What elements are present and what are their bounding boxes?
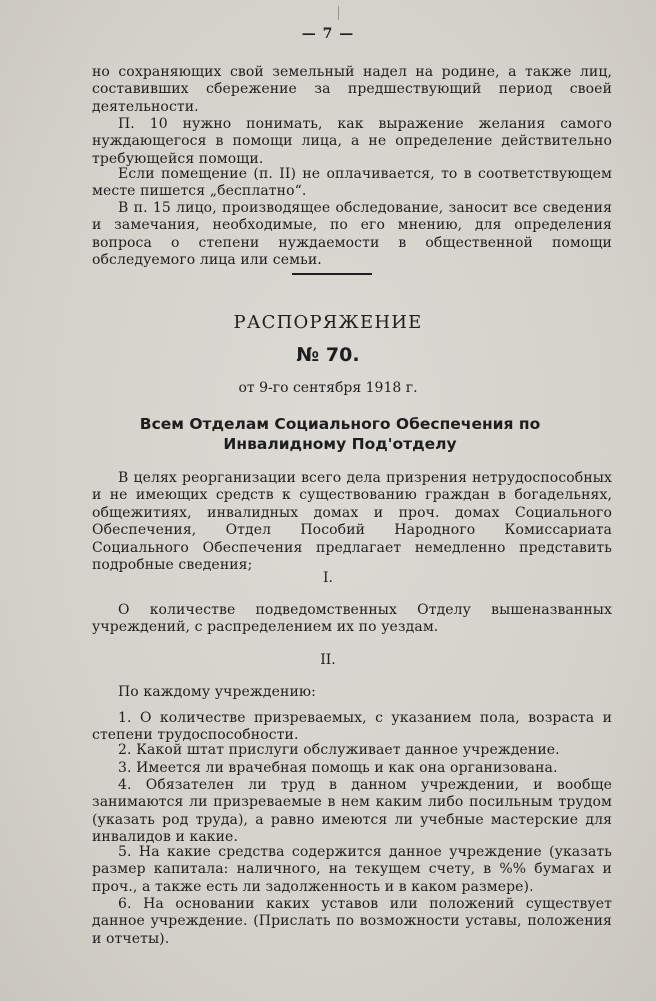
list-item: 6. На основании каких уставов или положений существует данное учреждение. (Прислать по возможности уставы, положения и отчеты). xyxy=(92,896,612,947)
list-item: 3. Имеется ли врачебная помощь и как она организована. xyxy=(118,760,558,776)
intro-paragraph-1: но сохраняющих свой земельный надел на родине, а также лиц, составивших сбережение за предшествующий период своей деятельности. xyxy=(92,64,612,115)
section-1-text: О количестве подведомственных Отделу вышеназванных учреждений, с распределением их по уездам. xyxy=(92,602,612,636)
page-number: — 7 — xyxy=(301,26,355,42)
list-item: 4. Обязателен ли труд в данном учреждении, и вообще занимаются ли призреваемые в нем каким либо посильным трудом (указать род труда), а равно имеются ли учебные мастерские для инвалидов и какие. xyxy=(92,777,612,846)
section-divider xyxy=(292,273,372,275)
section-2-heading: II. xyxy=(320,652,336,668)
section-1-heading: I. xyxy=(323,570,333,586)
list-item: 5. На какие средства содержится данное учреждение (указать размер капитала: наличного, на текущем счету, в %% бумагах и проч., а также есть ли задолженность и в каком размере). xyxy=(92,844,612,895)
intro-paragraph-3: Если помещение (п. II) не оплачивается, то в соответствующем месте пишется „бесплатно“. xyxy=(92,166,612,200)
section-2-lead: По каждому учреждению: xyxy=(118,684,316,700)
scan-artifact xyxy=(338,6,339,20)
order-addressee: Всем Отделам Социального Обеспечения по Инвалидному Под'отделу xyxy=(139,415,541,453)
order-preamble: В целях реорганизации всего дела призрения нетрудоспособных и не имеющих средств к существованию граждан в богадельнях, общежитиях, инвалидных домах и проч. домах Социального Обеспечения, Отдел Пособий Народного Комиссариата Социального Обеспечения предлагает немедленно представить подробные сведения; xyxy=(92,470,612,574)
order-date: от 9-го сентября 1918 г. xyxy=(238,380,418,396)
intro-paragraph-4: В п. 15 лицо, производящее обследование, заносит все сведения и замечания, необходимые, по его мнению, для определения вопроса о степени нуждаемости в общественной помощи обследуемого лица или семьи. xyxy=(92,200,612,269)
list-item: 2. Какой штат прислуги обслуживает данное учреждение. xyxy=(118,742,560,758)
order-title: РАСПОРЯЖЕНИЕ xyxy=(233,312,423,333)
intro-paragraph-2: П. 10 нужно понимать, как выражение желания самого нуждающегося в помощи лица, а не определение действительно требующейся помощи. xyxy=(92,116,612,167)
list-item: 1. О количестве призреваемых, с указанием пола, возраста и степени трудоспособности. xyxy=(92,710,612,744)
order-number: № 70. xyxy=(296,344,360,366)
